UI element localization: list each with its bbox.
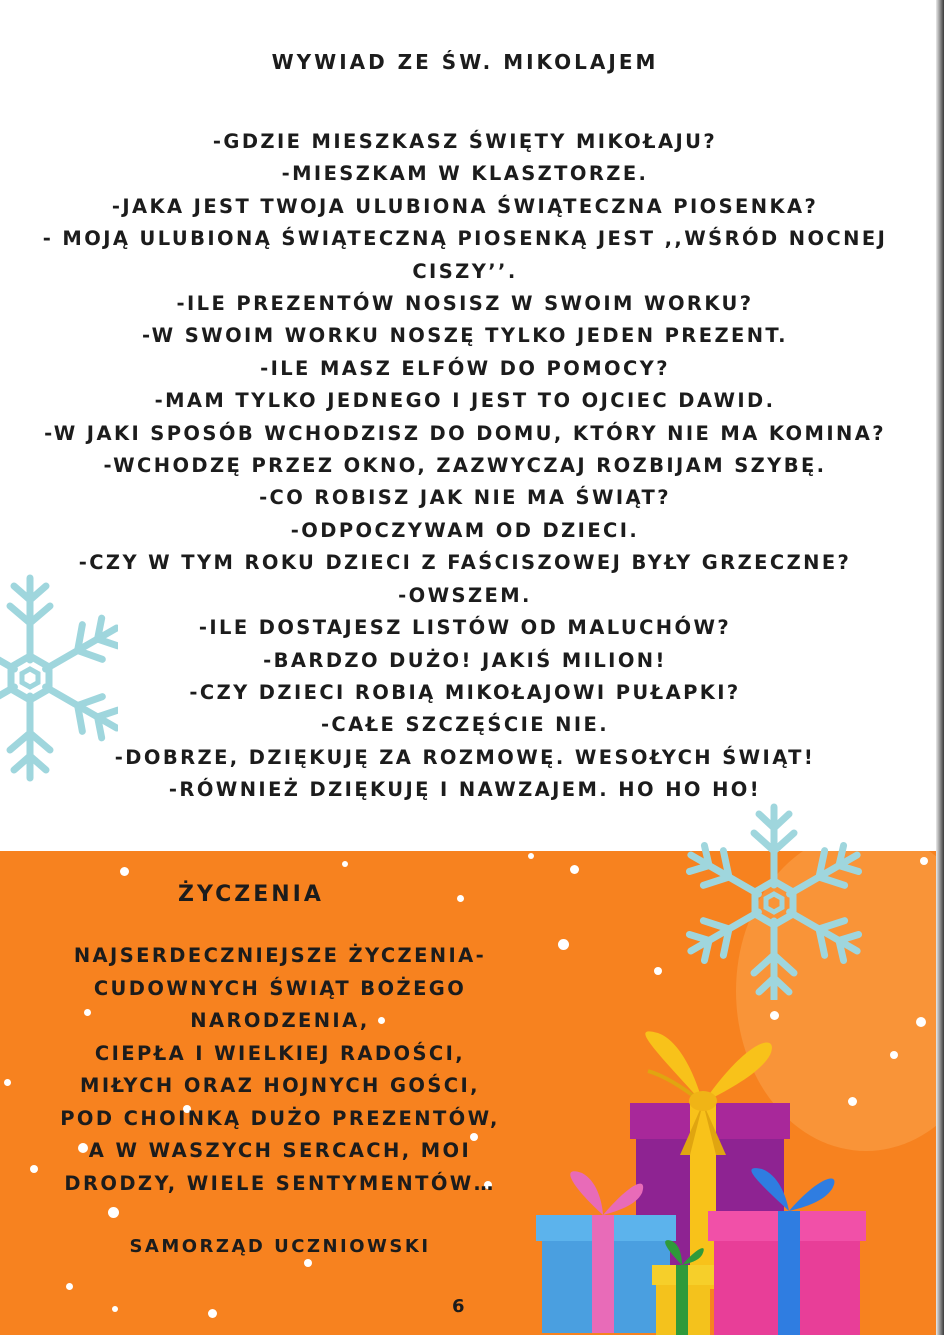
interview-line: -GDZIE MIESZKASZ ŚWIĘTY MIKOŁAJU? xyxy=(212,130,718,153)
interview-line: -W JAKI SPOSÓB WCHODZISZ DO DOMU, KTÓRY NIE MA KOMINA? xyxy=(44,421,886,445)
interview-line: -ILE DOSTAJESZ LISTÓW OD MALUCHÓW? xyxy=(198,616,732,640)
snow-dot xyxy=(342,861,348,867)
wishes-line: CIEPŁA I WIELKIEJ RADOŚCI, xyxy=(94,1041,466,1065)
interview-line: -W SWOIM WORKU NOSZĘ TYLKO JEDEN PREZENT. xyxy=(142,324,788,348)
snow-dot xyxy=(457,895,464,902)
wishes-line: DRODZY, WIELE SENTYMENTÓW… xyxy=(64,1171,496,1195)
interview-line: -RÓWNIEŻ DZIĘKUJĘ I NAWZAJEM. HO HO HO! xyxy=(168,778,762,802)
snow-dot xyxy=(890,1051,898,1059)
interview-line: -DOBRZE, DZIĘKUJĘ ZA ROZMOWĘ. WESOŁYCH ŚWIĄT! xyxy=(114,745,816,769)
wishes-line: A W WASZYCH SERCACH, MOI xyxy=(88,1139,472,1162)
wishes-line: POD CHOINKĄ DUŻO PREZENTÓW, xyxy=(60,1106,500,1130)
snow-dot xyxy=(4,1079,11,1086)
interview-line: -MAM TYLKO JEDNEGO I JEST TO OJCIEC DAWID. xyxy=(154,389,776,413)
interview-line: -OWSZEM. xyxy=(398,583,532,607)
wishes-line: CUDOWNYCH ŚWIĄT BOŻEGO xyxy=(93,976,467,1000)
snow-dot xyxy=(570,865,579,874)
interview-line: - MOJĄ ULUBIONĄ ŚWIĄTECZNĄ PIOSENKĄ JEST ,,WŚRÓD NOCNEJ CISZY’’. xyxy=(42,227,888,283)
snow-dot xyxy=(528,853,534,859)
interview-line: -ODPOCZYWAM OD DZIECI. xyxy=(290,518,640,542)
snow-dot xyxy=(304,1259,312,1267)
interview-line: -MIESZKAM W KLASZTORZE. xyxy=(281,162,649,186)
interview-line: -ILE MASZ ELFÓW DO POMOCY? xyxy=(260,356,670,380)
wishes-line: NAJSERDECZNIEJSZE ŻYCZENIA- xyxy=(73,944,487,967)
interview-line: -CAŁE SZCZĘŚCIE NIE. xyxy=(320,713,610,737)
interview-line: -CO ROBISZ JAK NIE MA ŚWIĄT? xyxy=(259,486,671,510)
wishes-line: NARODZENIA, xyxy=(190,1009,370,1032)
interview-text xyxy=(30,126,900,807)
interview-line: -CZY W TYM ROKU DZIECI Z FAŚCISZOWEJ BYŁY GRZECZNE? xyxy=(78,551,852,575)
interview-line: -WCHODZĘ PRZEZ OKNO, ZAZWYCZAJ ROZBIJAM SZYBĘ. xyxy=(103,454,827,478)
snow-dot xyxy=(112,1306,118,1312)
snow-dot xyxy=(654,967,662,975)
snow-dot xyxy=(66,1283,73,1290)
snow-dot xyxy=(108,1207,119,1218)
wishes-heading: ŻYCZENIA xyxy=(178,882,324,907)
page-number: 6 xyxy=(452,1296,465,1317)
page-title: WYWIAD ZE ŚW. MIKOLAJEM xyxy=(271,50,659,74)
snow-dot xyxy=(920,857,928,865)
interview-line: -CZY DZIECI ROBIĄ MIKOŁAJOWI PUŁAPKI? xyxy=(189,680,741,704)
gift-boxes-icon xyxy=(530,1015,880,1335)
snow-dot xyxy=(558,939,569,950)
interview-line: -ILE PREZENTÓW NOSISZ W SWOIM WORKU? xyxy=(176,292,754,316)
wishes-signature: SAMORZĄD UCZNIOWSKI xyxy=(129,1236,431,1257)
snow-dot xyxy=(208,1309,217,1318)
snow-dot xyxy=(916,1017,926,1027)
page-edge-shadow xyxy=(936,0,944,1335)
snow-dot xyxy=(120,867,129,876)
wishes-text xyxy=(20,940,540,1200)
interview-line: -JAKA JEST TWOJA ULUBIONA ŚWIĄTECZNA PIOSENKA? xyxy=(111,194,819,218)
wishes-line: MIŁYCH ORAZ HOJNYCH GOŚCI, xyxy=(80,1074,480,1097)
snowflake-icon xyxy=(676,800,876,1000)
interview-line: -BARDZO DUŻO! JAKIŚ MILION! xyxy=(263,648,667,672)
